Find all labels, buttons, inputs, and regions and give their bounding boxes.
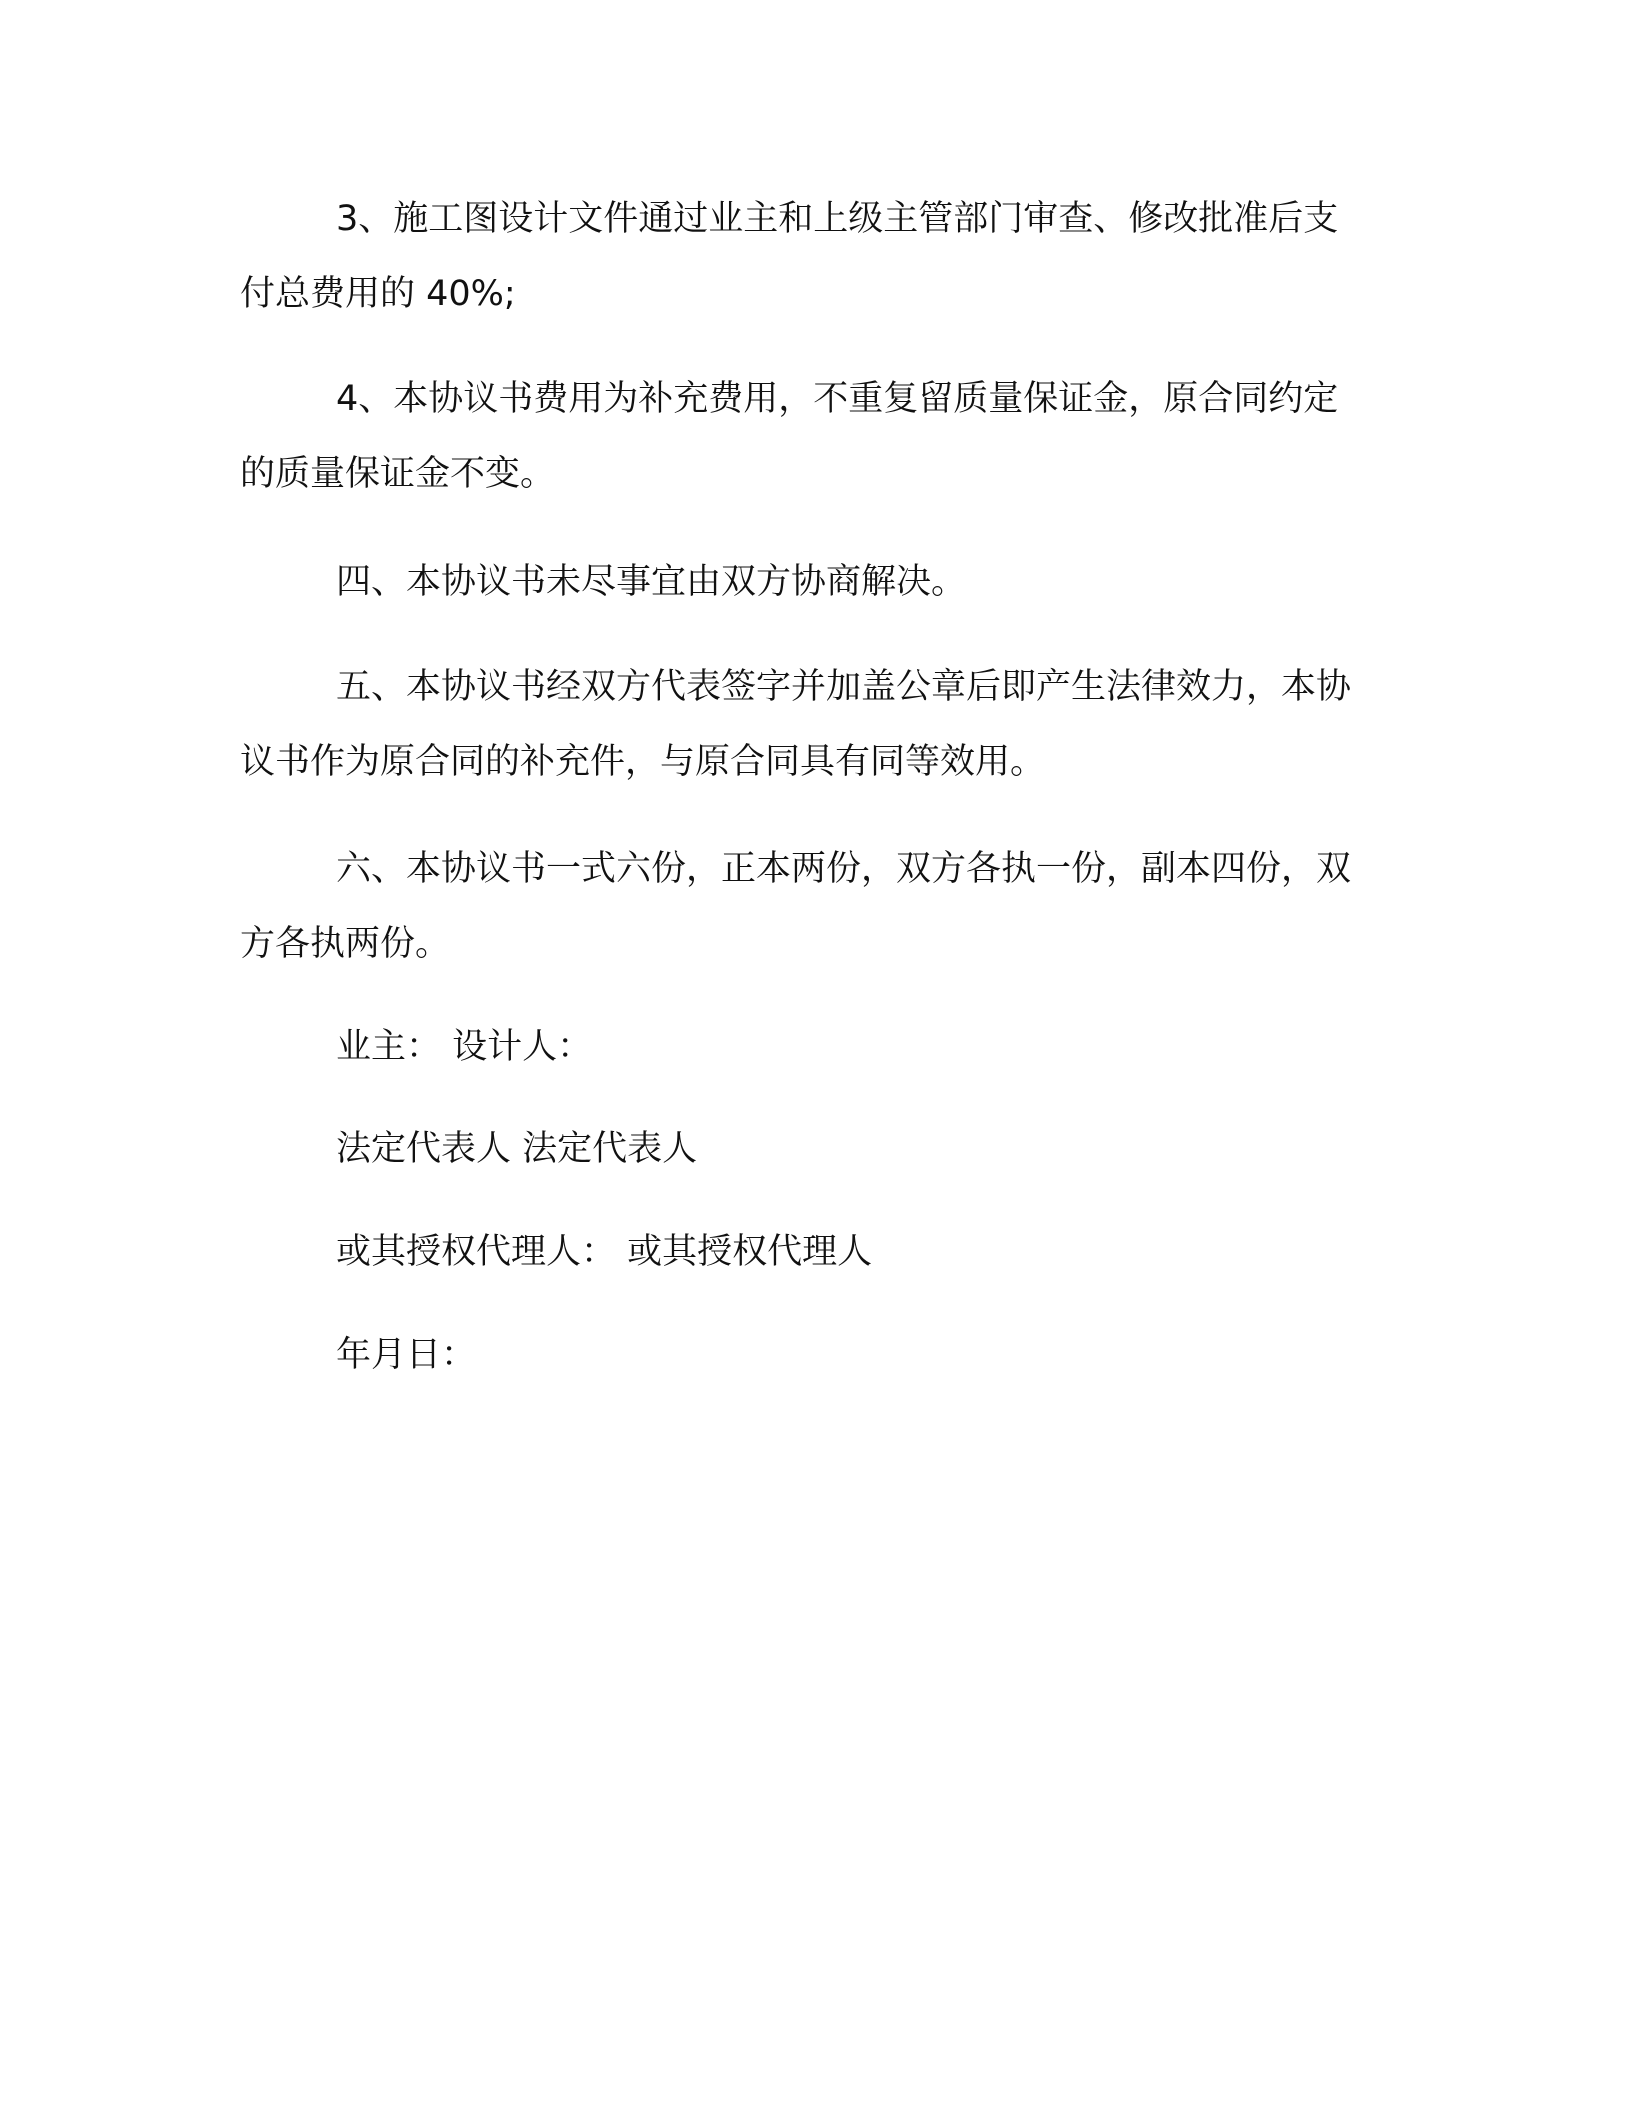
- signature-representative-line: 法定代表人 法定代表人: [336, 1129, 698, 1169]
- signature-date-line: 年月日：: [336, 1335, 477, 1375]
- paragraph-payment-item-3: 3、施工图设计文件通过业主和上级主管部门审查、修改批准后支付总费用的 40%;: [240, 199, 1339, 314]
- paragraph-clause-4: 四、本协议书未尽事宜由双方协商解决。: [336, 562, 967, 602]
- paragraph-clause-6: 六、本协议书一式六份，正本两份，双方各执一份，副本四份，双方各执两份。: [240, 849, 1352, 964]
- paragraph-payment-item-4: 4、本协议书费用为补充费用，不重复留质量保证金，原合同约定的质量保证金不变。: [240, 379, 1339, 494]
- signature-parties-line: 业主： 设计人：: [336, 1027, 593, 1067]
- signature-agent-line: 或其授权代理人： 或其授权代理人: [336, 1232, 873, 1272]
- paragraph-clause-5: 五、本协议书经双方代表签字并加盖公章后即产生法律效力，本协议书作为原合同的补充件，与原合同具有同等效用。: [240, 667, 1352, 782]
